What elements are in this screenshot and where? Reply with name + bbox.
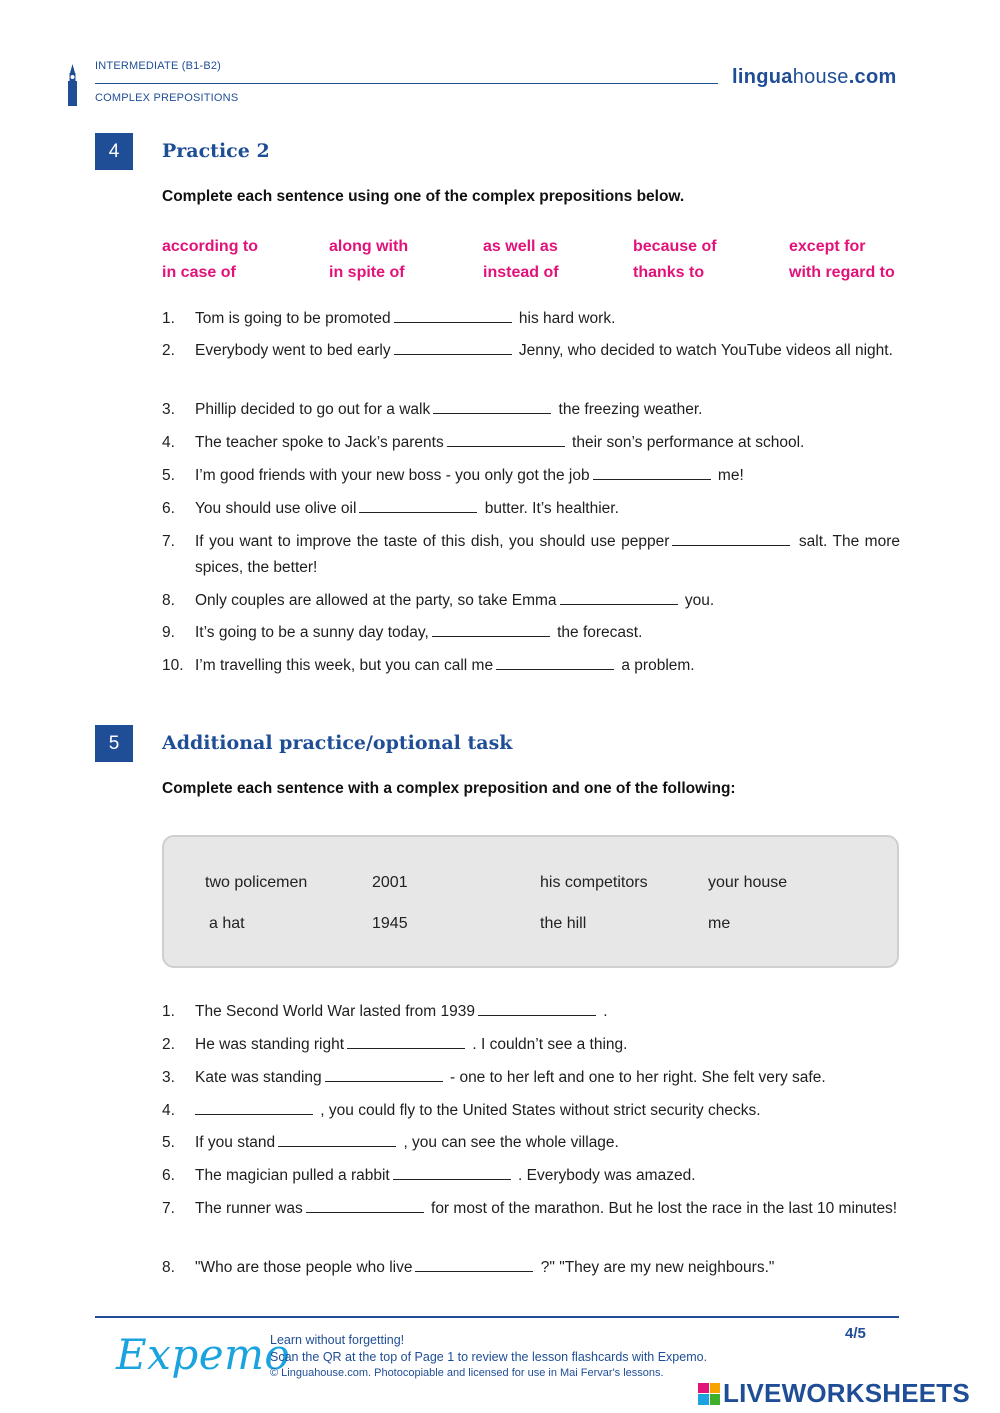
item-text-before: He was standing right — [195, 1036, 345, 1053]
answer-blank[interactable] — [432, 621, 550, 637]
answer-blank[interactable] — [278, 1131, 396, 1147]
big-ben-icon — [66, 64, 79, 106]
item-text-after: for most of the marathon. But he lost the race in the last 10 minutes! — [426, 1200, 898, 1217]
item-text-after: salt. The more spices, the better! — [195, 533, 900, 576]
item-text-after: the freezing weather. — [554, 401, 703, 418]
logo-part-3: .com — [848, 66, 897, 88]
item-text-before: You should use olive oil — [195, 500, 357, 517]
item-text-before: The magician pulled a rabbit — [195, 1167, 390, 1184]
item-number: 5. — [162, 467, 175, 484]
item-text-before: Only couples are allowed at the party, so take Emma — [195, 592, 557, 609]
expemo-logo[interactable]: Expemo — [116, 1330, 291, 1379]
word-bank-item: because of — [633, 238, 717, 255]
item-number: 9. — [162, 624, 175, 641]
item-number: 7. — [162, 1200, 175, 1217]
page-number: 4/5 — [845, 1325, 866, 1342]
practice2-item — [162, 620, 900, 646]
item-number: 10. — [162, 657, 184, 674]
word-bank-item: according to — [162, 238, 259, 255]
logo-part-1: lingua — [732, 66, 793, 88]
item-number: 7. — [162, 533, 175, 550]
item-text-after: . Everybody was amazed. — [513, 1167, 696, 1184]
item-number: 5. — [162, 1134, 175, 1151]
item-text-before: I’m travelling this week, but you can call me — [195, 657, 494, 674]
option-item: your house — [708, 874, 788, 891]
item-text-after: the forecast. — [552, 624, 643, 641]
answer-blank[interactable] — [394, 307, 512, 323]
item-text-after: a problem. — [617, 657, 695, 674]
additional-item — [162, 1065, 900, 1091]
practice2-item — [162, 430, 900, 456]
word-bank-item: thanks to — [633, 264, 705, 281]
item-text-before: The Second World War lasted from 1939 — [195, 1003, 475, 1020]
word-bank-item: except for — [789, 238, 866, 255]
word-bank-item: as well as — [483, 238, 558, 255]
section-5-title: Additional practice/optional task — [162, 732, 513, 754]
additional-item — [162, 1130, 900, 1156]
additional-item — [162, 1196, 900, 1222]
item-number: 6. — [162, 500, 175, 517]
item-text-before: Kate was standing — [195, 1069, 322, 1086]
item-number: 6. — [162, 1167, 175, 1184]
logo-part-2: house — [792, 66, 849, 88]
section-5-number: 5 — [95, 725, 133, 762]
option-item: me — [708, 915, 731, 932]
answer-blank[interactable] — [347, 1033, 465, 1049]
footer-qr-note: Scan the QR at the top of Page 1 to review the lesson flashcards with Expemo. — [270, 1350, 708, 1364]
additional-item — [162, 1163, 900, 1189]
answer-blank[interactable] — [415, 1256, 533, 1272]
level-label: INTERMEDIATE (B1-B2) — [95, 60, 222, 72]
item-number: 3. — [162, 401, 175, 418]
item-text-after: their son’s performance at school. — [567, 434, 805, 451]
answer-blank[interactable] — [325, 1066, 443, 1082]
item-text-after: butter. It’s healthier. — [480, 500, 619, 517]
section-4-number: 4 — [95, 133, 133, 170]
practice2-item — [162, 529, 900, 581]
option-item: the hill — [540, 915, 587, 932]
practice2-item — [162, 588, 900, 614]
answer-blank[interactable] — [394, 339, 512, 355]
word-bank-item: with regard to — [789, 264, 895, 281]
practice2-item — [162, 463, 900, 489]
option-item: 1945 — [372, 915, 408, 932]
item-text-before: I’m good friends with your new boss - you only got the job — [195, 467, 590, 484]
answer-blank[interactable] — [359, 497, 477, 513]
word-bank-item: instead of — [483, 264, 559, 281]
answer-blank[interactable] — [478, 1000, 596, 1016]
answer-blank[interactable] — [447, 431, 565, 447]
item-text-after: Jenny, who decided to watch YouTube videos all night. — [514, 342, 893, 359]
option-item: two policemen — [205, 874, 308, 891]
item-text-before: "Who are those people who live — [195, 1259, 413, 1276]
option-item: a hat — [209, 915, 245, 932]
answer-blank[interactable] — [393, 1164, 511, 1180]
item-text-after: his hard work. — [514, 310, 616, 327]
item-text-before: Everybody went to bed early — [195, 342, 391, 359]
additional-item — [162, 1255, 900, 1281]
item-number: 2. — [162, 342, 175, 359]
liveworksheets-text: LIVEWORKSHEETS — [723, 1378, 970, 1408]
item-number: 3. — [162, 1069, 175, 1086]
option-item: his competitors — [540, 874, 648, 891]
footer-divider — [95, 1316, 899, 1318]
item-number: 4. — [162, 434, 175, 451]
item-number: 1. — [162, 310, 175, 327]
item-text-after: , you can see the whole village. — [399, 1134, 619, 1151]
answer-blank[interactable] — [672, 530, 790, 546]
item-number: 1. — [162, 1003, 175, 1020]
item-text-after: me! — [713, 467, 744, 484]
footer-copyright: © Linguahouse.com. Photocopiable and licensed for use in Mai Fervar's lessons. — [270, 1367, 664, 1379]
item-text-after: . — [599, 1003, 608, 1020]
liveworksheets-icon — [698, 1383, 720, 1405]
liveworksheets-watermark[interactable] — [698, 1378, 970, 1409]
topic-label: COMPLEX PREPOSITIONS — [95, 92, 239, 104]
item-text-before: It’s going to be a sunny day today, — [195, 624, 429, 641]
item-number: 2. — [162, 1036, 175, 1053]
item-text-after: . I couldn’t see a thing. — [468, 1036, 628, 1053]
practice2-item — [162, 306, 900, 332]
item-text-after: , you could fly to the United States without strict security checks. — [316, 1102, 761, 1119]
section-5-instruction: Complete each sentence with a complex preposition and one of the following: — [162, 780, 736, 797]
item-text-before: If you want to improve the taste of this dish, you should use pepper — [195, 533, 670, 550]
item-text-before: The teacher spoke to Jack’s parents — [195, 434, 444, 451]
answer-blank[interactable] — [496, 654, 614, 670]
option-item: 2001 — [372, 874, 408, 891]
item-text-after: ?" "They are my new neighbours." — [536, 1259, 775, 1276]
footer-tagline: Learn without forgetting! — [270, 1333, 405, 1347]
practice2-item — [162, 496, 900, 522]
answer-blank[interactable] — [593, 464, 711, 480]
additional-item — [162, 1032, 900, 1058]
additional-item — [162, 999, 900, 1025]
word-bank-item: in case of — [162, 264, 236, 281]
practice2-item — [162, 338, 900, 364]
practice2-item — [162, 397, 900, 423]
additional-item — [162, 1098, 900, 1124]
item-text-before: Tom is going to be promoted — [195, 310, 391, 327]
item-number: 8. — [162, 1259, 175, 1276]
linguahouse-logo[interactable] — [732, 66, 897, 89]
header-divider — [95, 83, 718, 84]
section-4-title: Practice 2 — [162, 140, 270, 162]
item-text-before: If you stand — [195, 1134, 276, 1151]
item-number: 8. — [162, 592, 175, 609]
options-box — [162, 835, 899, 968]
practice2-item — [162, 653, 900, 679]
answer-blank[interactable] — [433, 398, 551, 414]
item-number: 4. — [162, 1102, 175, 1119]
item-text-after: you. — [680, 592, 715, 609]
answer-blank[interactable] — [306, 1197, 424, 1213]
word-bank-item: along with — [329, 238, 409, 255]
item-text-after: - one to her left and one to her right. She felt very safe. — [445, 1069, 826, 1086]
item-text-before: The runner was — [195, 1200, 303, 1217]
answer-blank[interactable] — [195, 1099, 313, 1115]
answer-blank[interactable] — [560, 589, 678, 605]
section-4-instruction: Complete each sentence using one of the complex prepositions below. — [162, 188, 685, 205]
word-bank-item: in spite of — [329, 264, 405, 281]
item-text-before: Phillip decided to go out for a walk — [195, 401, 431, 418]
